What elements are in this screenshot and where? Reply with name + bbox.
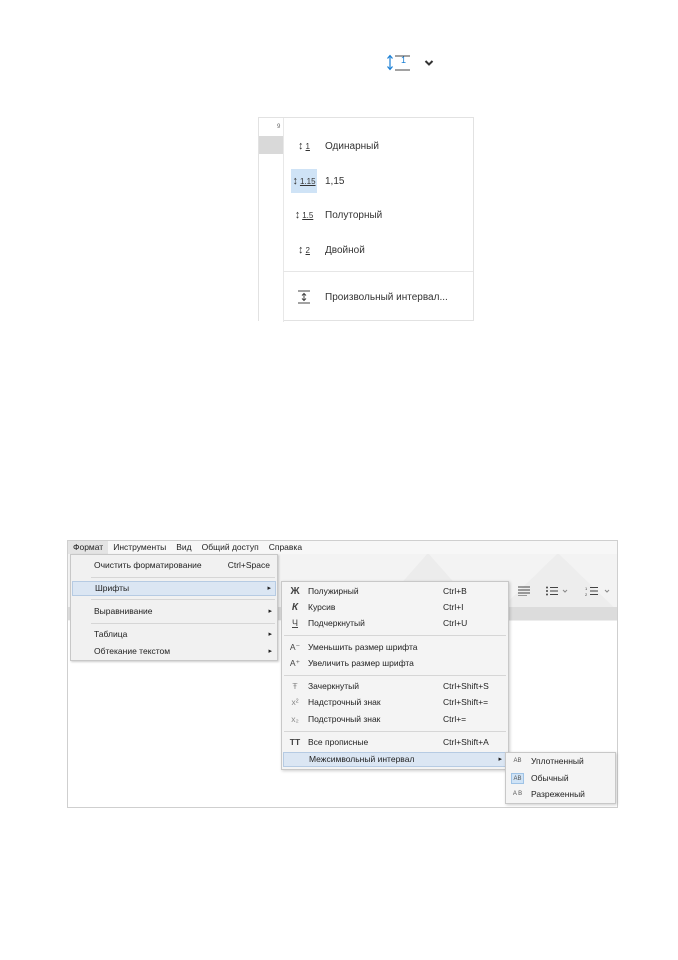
menu-item-clear-formatting[interactable] (72, 558, 276, 573)
fonts-submenu (281, 581, 509, 770)
menu-divider (91, 577, 275, 578)
menu-format[interactable]: Формат (68, 541, 108, 554)
svg-text:1: 1 (585, 586, 588, 591)
superscript-icon: x² (291, 697, 299, 707)
italic-icon: К (291, 602, 299, 613)
menu-item-strikethrough[interactable] (283, 679, 507, 694)
item-shortcut: Ctrl+Shift+= (443, 697, 489, 707)
item-label: Надстрочный знак (308, 697, 381, 707)
menu-item-normal[interactable] (507, 771, 614, 786)
menu-divider (91, 623, 275, 624)
menu-divider (91, 599, 275, 600)
menu-divider (284, 675, 506, 676)
format-menu (70, 554, 278, 661)
menu-item-table[interactable] (72, 627, 276, 642)
menu-item-bold[interactable] (283, 584, 507, 599)
item-label: Обтекание текстом (94, 646, 171, 656)
option-label: 1,15 (325, 175, 345, 187)
item-shortcut: Ctrl+Shift+A (443, 737, 489, 747)
decrease-font-icon: A⁻ (289, 642, 301, 652)
submenu-arrow-icon: ▸ (267, 585, 271, 592)
item-label: Уменьшить размер шрифта (308, 642, 418, 652)
item-shortcut: Ctrl+Shift+S (443, 681, 489, 691)
menu-item-decrease-font[interactable] (283, 640, 507, 655)
item-label: Межсимвольный интервал (309, 754, 415, 764)
submenu-arrow-icon: ▸ (498, 756, 502, 763)
item-label: Подстрочный знак (308, 714, 381, 724)
ruler-fragment (259, 118, 283, 322)
item-shortcut: Ctrl+= (443, 714, 467, 724)
single-spacing-icon: ↕ 1 (298, 140, 310, 152)
align-justify-icon[interactable] (518, 586, 530, 599)
menu-help[interactable]: Справка (268, 542, 303, 552)
line-spacing-option-double[interactable] (291, 237, 365, 263)
bullet-list-icon[interactable] (545, 586, 569, 599)
menu-item-condensed[interactable] (507, 754, 614, 769)
submenu-arrow-icon: ▸ (268, 608, 272, 615)
menu-item-fonts[interactable] (72, 581, 276, 596)
all-caps-icon: TT (289, 737, 301, 747)
item-label: Очистить форматирование (94, 560, 202, 570)
spacing-1-15-icon: ↕ 1.15 (291, 169, 317, 193)
menu-divider (284, 635, 506, 636)
item-label: Увеличить размер шрифта (308, 658, 414, 668)
numbered-list-icon[interactable] (585, 586, 615, 599)
menu-item-all-caps[interactable] (283, 735, 507, 750)
item-label: Курсив (308, 602, 336, 612)
menu-item-expanded[interactable] (507, 787, 614, 802)
menu-item-char-spacing[interactable] (283, 752, 507, 767)
icon-value: 2 (305, 245, 310, 255)
increase-font-icon: A⁺ (289, 658, 301, 668)
svg-text:2: 2 (585, 592, 588, 596)
line-spacing-icon (386, 54, 412, 72)
item-shortcut: Ctrl+B (443, 586, 467, 596)
item-shortcut: Ctrl+Space (227, 560, 270, 570)
item-label: Таблица (94, 629, 128, 639)
item-label: Обычный (531, 773, 569, 783)
menu-divider (283, 271, 473, 272)
submenu-arrow-icon: ▸ (268, 631, 272, 638)
normal-spacing-icon: AB (511, 773, 524, 784)
option-label: Произвольный интервал... (325, 291, 448, 303)
expanded-spacing-icon: A B (512, 791, 523, 797)
menu-sharing[interactable]: Общий доступ (201, 542, 259, 552)
menu-item-superscript[interactable] (283, 695, 507, 710)
item-label: Разреженный (531, 789, 585, 799)
chevron-down-icon[interactable] (424, 59, 434, 67)
icon-value: 1.5 (302, 210, 314, 220)
line-spacing-option-single[interactable] (291, 133, 379, 159)
item-label: Выравнивание (94, 606, 153, 616)
item-label: Подчеркнутый (308, 618, 365, 628)
item-label: Полужирный (308, 586, 359, 596)
subscript-icon: x₂ (291, 714, 299, 724)
line-spacing-dropdown (258, 117, 474, 321)
menu-item-subscript[interactable] (283, 712, 507, 727)
menu-item-underline[interactable] (283, 616, 507, 631)
submenu-arrow-icon: ▸ (268, 648, 272, 655)
line-spacing-option-one-half[interactable] (291, 202, 382, 228)
line-spacing-button[interactable] (386, 52, 438, 74)
option-label: Полуторный (325, 209, 383, 221)
menu-item-text-wrap[interactable] (72, 644, 276, 659)
strikethrough-icon: Ŧ (292, 681, 298, 691)
item-label: Шрифты (95, 583, 130, 593)
option-label: Одинарный (325, 140, 379, 152)
menu-bar (68, 541, 618, 554)
char-spacing-submenu (505, 752, 616, 804)
ruler-margin (259, 136, 283, 154)
bold-icon: Ж (290, 586, 300, 597)
menu-tools[interactable]: Инструменты (113, 542, 167, 552)
spacing-1-5-icon: ↕ 1.5 (294, 209, 314, 221)
ruler-divider (283, 118, 284, 322)
ruler-tick: 9 (277, 124, 281, 130)
item-shortcut: Ctrl+U (443, 618, 468, 628)
icon-value: 1 (305, 141, 310, 151)
line-spacing-option-custom[interactable] (291, 284, 448, 310)
custom-spacing-icon (291, 285, 317, 309)
menu-item-italic[interactable] (283, 600, 507, 615)
line-spacing-value: 1 (401, 55, 407, 65)
menu-item-increase-font[interactable] (283, 656, 507, 671)
double-spacing-icon: ↕ 2 (298, 244, 310, 256)
icon-value: 1.15 (299, 176, 316, 186)
underline-icon: Ч (292, 618, 298, 628)
menu-view[interactable]: Вид (176, 542, 192, 552)
item-label: Зачеркнутый (308, 681, 359, 691)
item-label: Уплотненный (531, 756, 584, 766)
item-shortcut: Ctrl+I (443, 602, 464, 612)
menu-item-alignment[interactable] (72, 604, 276, 619)
option-label: Двойной (325, 244, 365, 256)
item-label: Все прописные (308, 737, 369, 747)
condensed-spacing-icon: AB (513, 758, 522, 764)
line-spacing-option-1-15[interactable] (291, 168, 344, 194)
menu-divider (284, 731, 506, 732)
